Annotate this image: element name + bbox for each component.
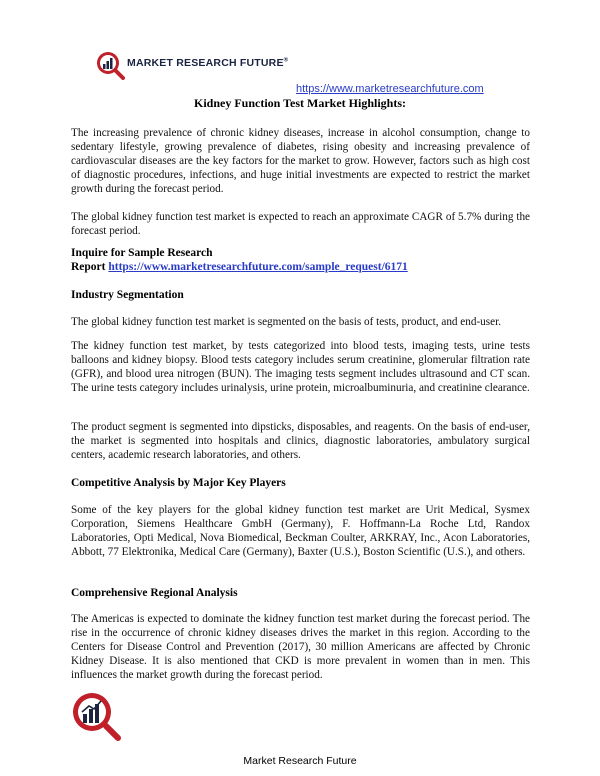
intro-paragraph-2: The global kidney function test market is expected to reach an approximate CAGR of 5.7% during the forecast period. — [71, 211, 530, 237]
page-title: Kidney Function Test Market Highlights: — [193, 96, 407, 110]
magnifier-chart-icon — [95, 50, 125, 80]
regional-paragraph: The Americas is expected to dominate the kidney function test market during the forecast period. The rise in the occurrence of chronic kidney diseases drives the market in this region. According to the Centers for Disease Control and Prevention (2017), 30 million Americans are affected by Chronic Kidney Disease. It is also mentioned that CKD is more prevalent in women than in men. This influences the market growth during the forecast period. — [71, 613, 530, 681]
footer-magnifier-chart-icon — [70, 690, 122, 742]
intro-paragraph-1: The increasing prevalence of chronic kidney diseases, increase in alcohol consumption, change to sedentary lifestyle, growing prevalence of diabetes, rising obesity and increasing prevalence of cardiovascular diseases are the key factors for the market to grow. However, factors such as high cost of diagnostic procedures, infections, and huge initial investments are expected to restrict the market growth during the forecast period. — [71, 127, 530, 195]
segmentation-paragraph-1: The global kidney function test market is segmented on the basis of tests, product, and end-user. — [71, 316, 501, 328]
regional-heading: Comprehensive Regional Analysis — [71, 587, 238, 599]
segmentation-paragraph-3: The product segment is segmented into dipsticks, disposables, and reagents. On the basis of end-user, the market is segmented into hospitals and clinics, diagnostic laboratories, ambulatory surgical centers, academic research laboratories, and others. — [71, 421, 530, 461]
segmentation-paragraph-2: The kidney function test market, by tests categorized into blood tests, imaging tests, urine tests balloons and kidney biopsy. Blood tests category includes serum creatinine, glomerular filtration rate (GFR), and blood urea nitrogen (BUN). The imaging tests segment includes ultrasound and CT scan. The urine tests category includes urinalysis, urine protein, microalbuminuria, and creatinine clearance. — [71, 340, 530, 394]
competitive-heading: Competitive Analysis by Major Key Players — [71, 477, 286, 489]
inquire-line-2 — [71, 260, 530, 274]
footer-company-name: Market Research Future — [243, 755, 357, 767]
footer-logo — [70, 690, 122, 742]
website-link[interactable]: https://www.marketresearchfuture.com — [296, 83, 484, 95]
inquire-prefix: Report — [71, 261, 109, 273]
inquire-heading — [71, 246, 530, 274]
inquire-line-1: Inquire for Sample Research — [71, 247, 213, 259]
logo-wordmark: MARKET RESEARCH FUTURE® — [127, 57, 289, 69]
competitive-paragraph: Some of the key players for the global kidney function test market are Urit Medical, Sysmex Corporation, Siemens Healthcare GmbH (Germany), F. Hoffmann-La Roche Ltd, Randox Laboratories, Opti Medical, Nova Biomedical, Beckman Coulter, ARKRAY, Inc., Acon Laboratories, Abbott, 77 Elektronika, Medical Care (Germany), Baxter (U.S.), Boston Scientific (U.S.), and others. — [71, 504, 530, 558]
sample-request-link[interactable]: https://www.marketresearchfuture.com/sample_request/6171 — [108, 261, 408, 273]
segmentation-heading: Industry Segmentation — [71, 289, 184, 301]
company-logo — [95, 47, 289, 81]
